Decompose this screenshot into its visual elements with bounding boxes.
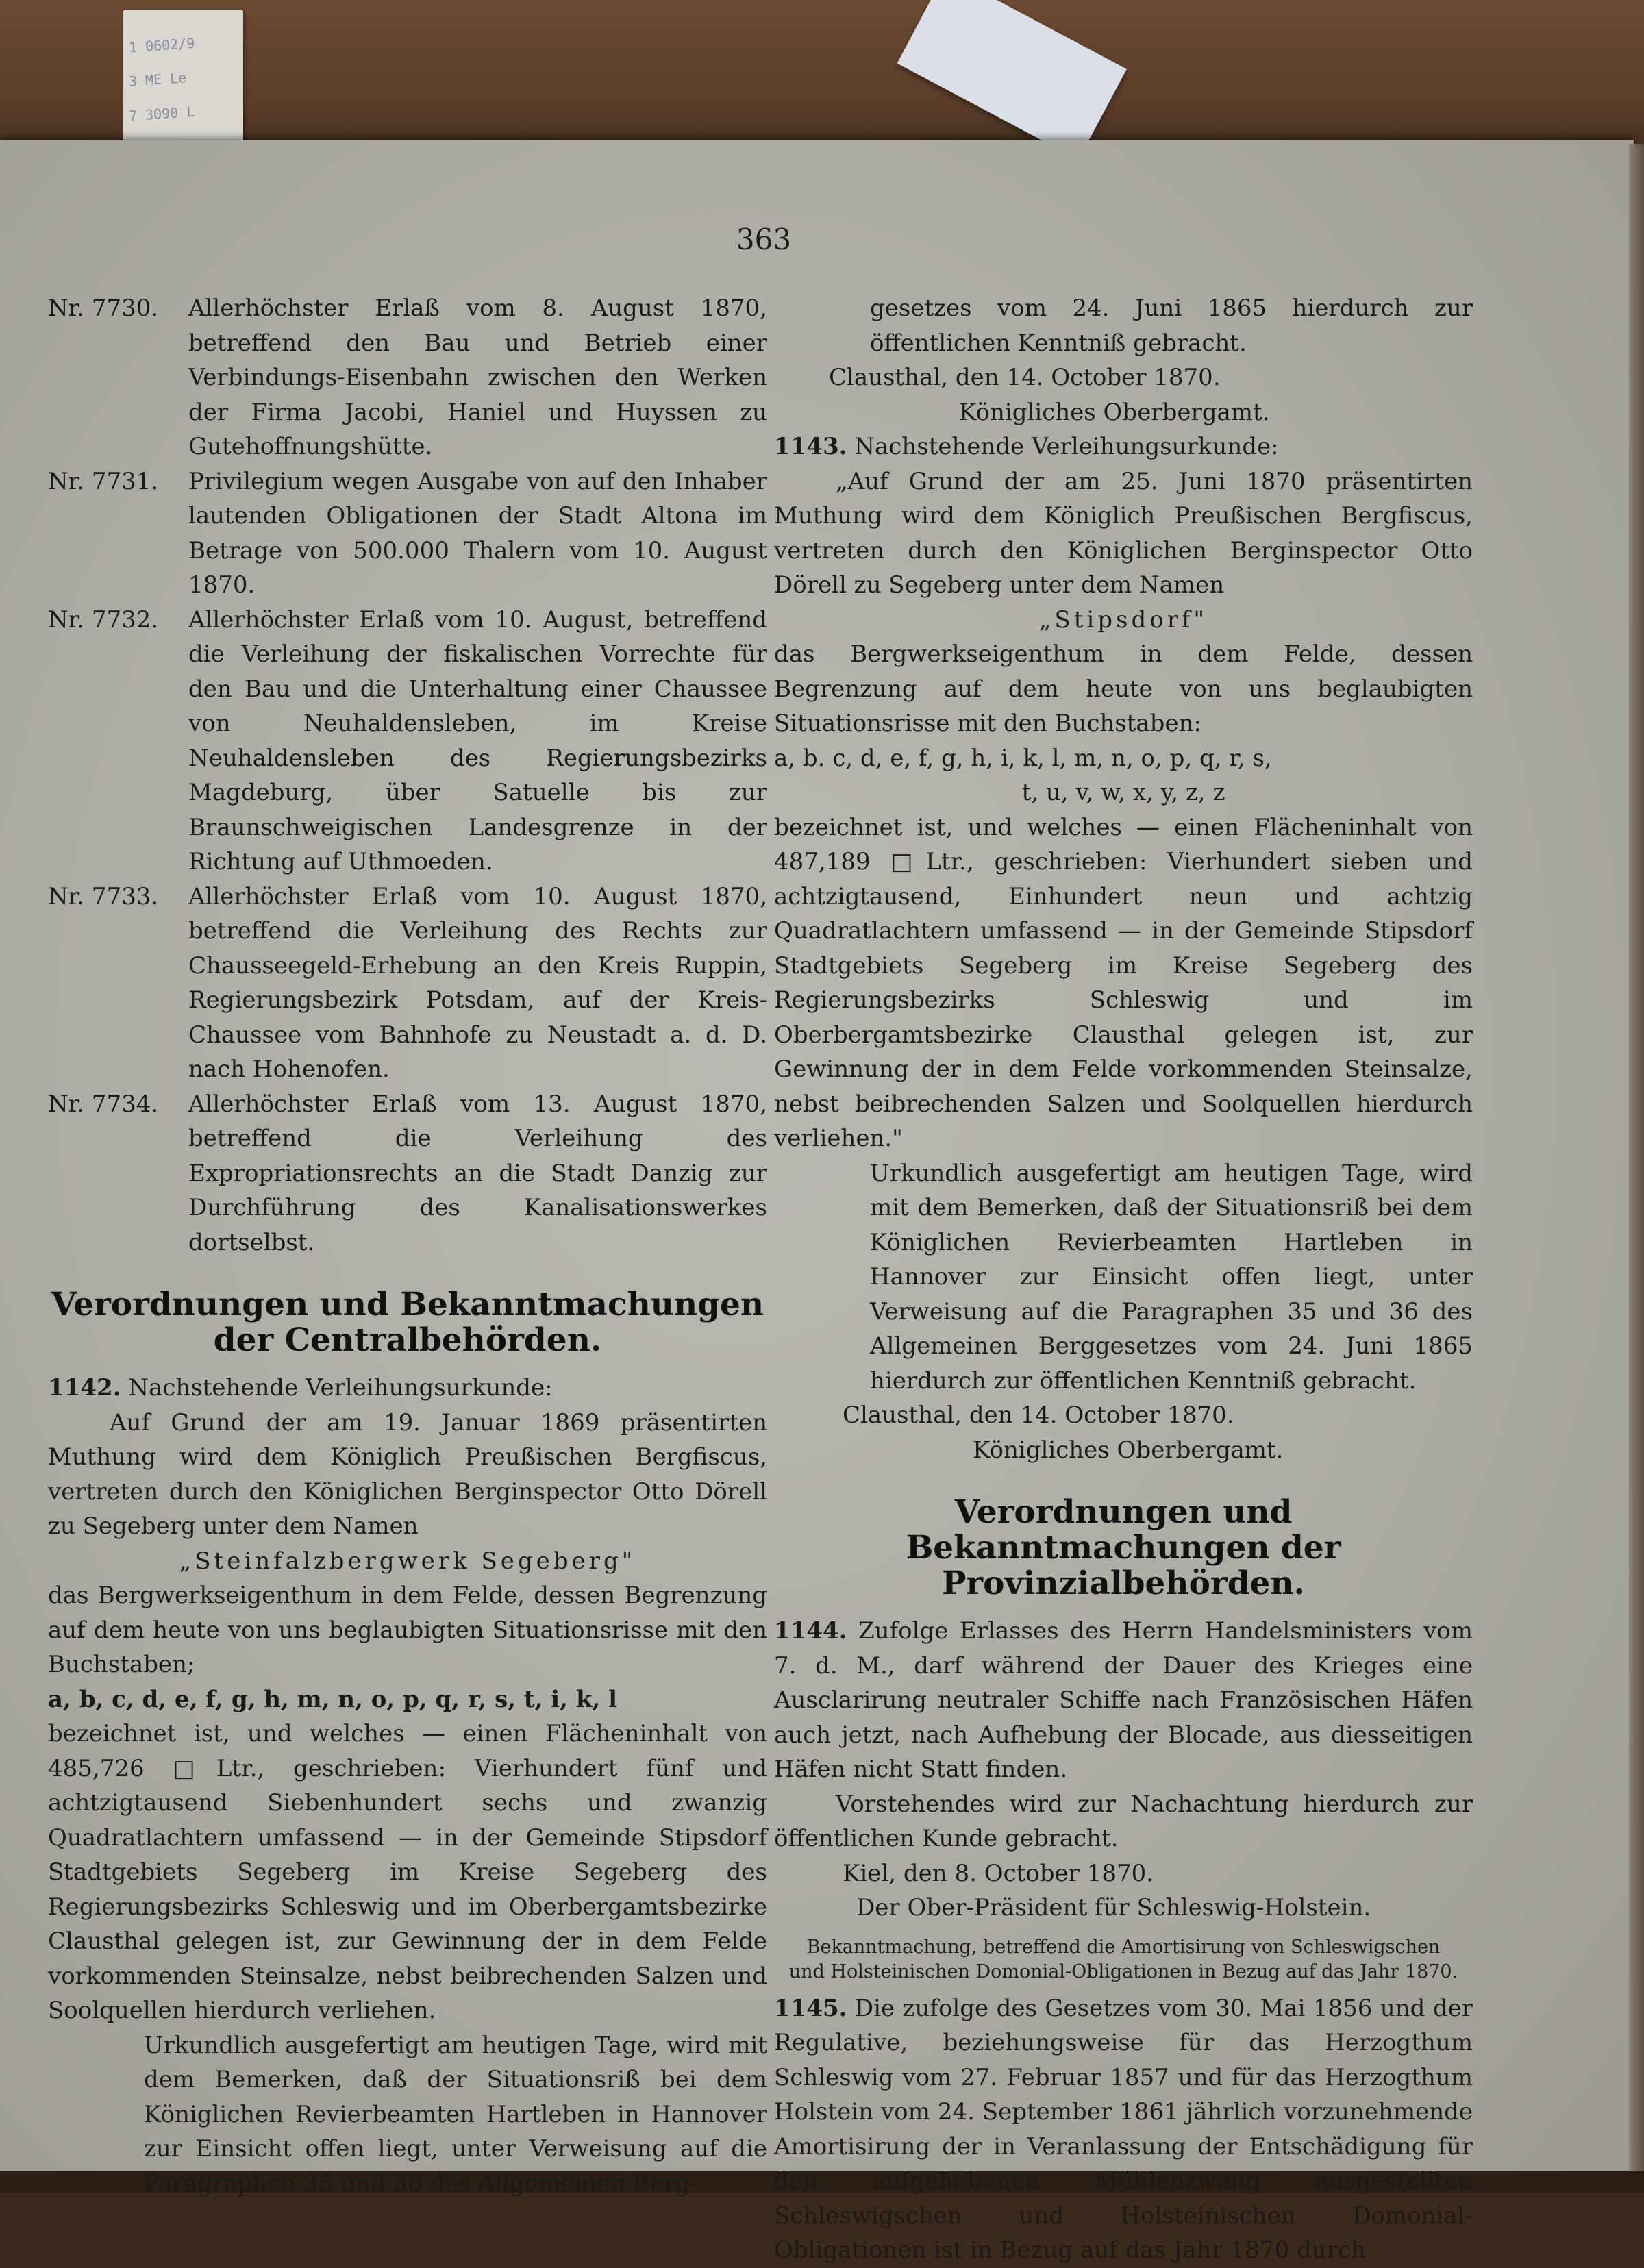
decree-number: Nr. 7731. <box>48 467 159 495</box>
page-number: 363 <box>736 223 792 256</box>
section-heading: Verordnungen und Bekanntmachungen der Provinzialbehörden. <box>906 1493 1341 1602</box>
item-paragraph: Auf Grund der am 19. Januar 1869 präsentirten Muthung wird dem Königlich Preußischen Bergfiscus, vertreten durch den Königlichen Berginspector Otto Dörell zu Segeberg unter dem Namen <box>48 1408 767 1540</box>
boundary-letters: a, b. c, d, e, f, g, h, i, k, l, m, n, o, p, q, r, s, <box>774 744 1272 772</box>
item-number: 1143. <box>774 433 847 460</box>
background-top <box>0 0 1644 158</box>
label-line: 1 0602/9 <box>128 34 196 56</box>
item-paragraph: das Bergwerkseigenthum in dem Felde, dessen Begrenzung auf dem heute von uns beglaubigten Situationsrisse mit den Buchstaben: <box>774 640 1473 737</box>
decree-text: Allerhöchster Erlaß vom 13. August 1870, betreffend die Verleihung des Expropriationsrechts an die Stadt Danzig zur Durchführung des Kanalisationswerkes dortselbst. <box>188 1090 767 1256</box>
decree-entry <box>48 464 767 603</box>
decree-entry <box>48 291 767 464</box>
item-intro: Nachstehende Verleihungsurkunde: <box>128 1374 553 1401</box>
left-column <box>48 291 767 2201</box>
item-text: Die zufolge des Gesetzes vom 30. Mai 1856 und der Regulative, beziehungsweise für das Herzogthum Schleswig vom 27. Februar 1857 und für das Herzogthum Holstein vom 24. September 1861 jährlich vorzunehmende Amortisirung der in Veranlassung der Entschädigung für den aufgehobenen Mühlenzwang ausgestellten Schleswigschen und Holsteinischen Domonial-Obligationen ist in Bezug auf das Jahr 1870 durch <box>774 1994 1473 2264</box>
label-line: 3 ME Le <box>128 69 188 90</box>
decree-number: Nr. 7734. <box>48 1090 159 1118</box>
section-heading: Verordnungen und Bekanntmachungen der Centralbehörden. <box>51 1286 764 1359</box>
item-paragraph: Urkundlich ausgefertigt am heutigen Tage, wird mit dem Bemerken, daß der Situationsriß bei dem Königlichen Revierbeamten Hartleben in Hannover zur Einsicht offen liegt, unter Verweisung auf die Paragraphen 35 und 36 des Allgemeinen Berggesetzes vom 24. Juni 1865 hierdurch zur öffentlichen Kenntniß gebracht. <box>870 1159 1473 1395</box>
item-paragraph: bezeichnet ist, und welches — einen Flächeninhalt von 485,726 □Ltr., geschrieben: Vierhundert fünf und achtzigtausend Siebenhundert sechs und zwanzig Quadratlachtern umfassend — in der Gemeinde Stipsdorf Stadtgebiets Segeberg im Kreise Segeberg des Regierungsbezirks Schleswig und im Oberbergamtsbezirke Clausthal gelegen ist, zur Gewinnung der in dem Felde vorkommenden Steinsalze, nebst beibrechenden Salzen und Soolquellen hierdurch verliehen. <box>48 1720 767 2024</box>
issuing-authority: Der Ober-Präsident für Schleswig-Holstein. <box>856 1894 1371 1921</box>
decree-entry <box>48 603 767 880</box>
item-text: Zufolge Erlasses des Herrn Handelsministers vom 7. d. M., darf während der Dauer des Krieges eine Ausclarirung neutraler Schiffe nach Französischen Häfen auch jetzt, nach Aufhebung der Blocade, aus diesseitigen Häfen nicht Statt finden. <box>774 1617 1473 1783</box>
place-date: Kiel, den 8. October 1870. <box>843 1859 1154 1887</box>
issuing-authority: Königliches Oberbergamt. <box>959 398 1270 426</box>
boundary-letters: t, u, v, w, x, y, z, z <box>1021 779 1225 806</box>
item-1144-paragraph <box>774 1614 1473 1787</box>
decree-text: Allerhöchster Erlaß vom 8. August 1870, betreffend den Bau und Betrieb einer Verbindungs-Eisenbahn zwischen den Werken der Firma Jacobi, Haniel und Huyssen zu Gutehoffnungshütte. <box>188 295 767 460</box>
mine-name: „Steinfalzbergwerk Segeberg" <box>179 1547 636 1575</box>
decree-number: Nr. 7730. <box>48 295 159 322</box>
item-paragraph: gesetzes vom 24. Juni 1865 hierdurch zur öffentlichen Kenntniß gebracht. <box>870 295 1473 357</box>
item-paragraph: Urkundlich ausgefertigt am heutigen Tage, wird mit dem Bemerken, daß der Situationsriß bei dem Königlichen Revierbeamten Hartleben in Hannover zur Einsicht offen liegt, unter Verweisung auf die Paragraphen 35 und 36 des Allgemeinen Berg- <box>144 2031 767 2197</box>
decree-entry <box>48 1087 767 1260</box>
place-date: Clausthal, den 14. October 1870. <box>843 1401 1234 1429</box>
item-paragraph: bezeichnet ist, und welches — einen Flächeninhalt von 487,189 □Ltr., geschrieben: Vierhundert sieben und achtzigtausend, Einhundert neun und achtzig Quadratlachtern umfassend — in der Gemeinde Stipsdorf Stadtgebiets Segeberg im Kreise Segeberg des Regierungsbezirks Schleswig und im Oberbergamtsbezirke Clausthal gelegen ist, zur Gewinnung der in dem Felde vorkommenden Steinsalze, nebst beibrechenden Salzen und Soolquellen hierdurch verliehen." <box>774 813 1473 1152</box>
library-label-slip <box>123 10 243 143</box>
decree-text: Allerhöchster Erlaß vom 10. August 1870, betreffend die Verleihung des Rechts zur Chausseegeld-Erhebung an den Kreis Ruppin, Regierungsbezirk Potsdam, auf der Kreis-Chaussee vom Bahnhofe zu Neustadt a. d. D. nach Hohenofen. <box>188 882 767 1083</box>
item-number: 1144. <box>774 1617 847 1645</box>
item-1143-intro <box>774 429 1473 464</box>
decree-entry <box>48 880 767 1087</box>
decree-text: Privilegium wegen Ausgabe von auf den Inhaber lautenden Obligationen der Stadt Altona im Betrage von 500.000 Thalern vom 10. August 1870. <box>188 467 767 599</box>
decree-number: Nr. 7732. <box>48 606 159 634</box>
item-number: 1145. <box>774 1994 847 2022</box>
right-column <box>774 291 1473 2268</box>
item-number: 1142. <box>48 1374 121 1401</box>
item-paragraph: Vorstehendes wird zur Nachachtung hierdurch zur öffentlichen Kunde gebracht. <box>774 1790 1473 1852</box>
boundary-letters: a, b, c, d, e, f, g, h, m, n, o, p, q, r, s, t, i, k, l <box>48 1685 618 1713</box>
decree-text: Allerhöchster Erlaß vom 10. August, betreffend die Verleihung der fiskalischen Vorrechte für den Bau und die Unterhaltung einer Chaussee von Neuhaldensleben, im Kreise Neuhaldensleben des Regierungsbezirks Magdeburg, über Satuelle bis zur Braunschweigischen Landesgrenze in der Richtung auf Uthmoeden. <box>188 606 767 875</box>
item-1142-intro <box>48 1371 767 1406</box>
item-paragraph: das Bergwerkseigenthum in dem Felde, dessen Begrenzung auf dem heute von uns beglaubigten Situationsrisse mit den Buchstaben; <box>48 1582 767 1678</box>
decree-number: Nr. 7733. <box>48 882 159 910</box>
place-date: Clausthal, den 14. October 1870. <box>829 364 1221 391</box>
item-intro: Nachstehende Verleihungsurkunde: <box>854 433 1279 460</box>
issuing-authority: Königliches Oberbergamt. <box>973 1436 1284 1464</box>
label-line: 7 3090 L <box>128 103 196 125</box>
page-edge <box>1629 144 1644 2178</box>
notice-heading: Bekanntmachung, betreffend die Amortisirung von Schleswigschen und Holsteinischen Domonial-Obligationen in Bezug auf das Jahr 1870. <box>788 1936 1458 1982</box>
mine-name: „Stipsdorf" <box>1038 606 1208 634</box>
item-1145-paragraph <box>774 1991 1473 2268</box>
item-paragraph: „Auf Grund der am 25. Juni 1870 präsentirten Muthung wird dem Königlich Preußischen Bergfiscus, vertreten durch den Königlichen Berginspector Otto Dörell zu Segeberg unter dem Namen <box>774 467 1473 599</box>
